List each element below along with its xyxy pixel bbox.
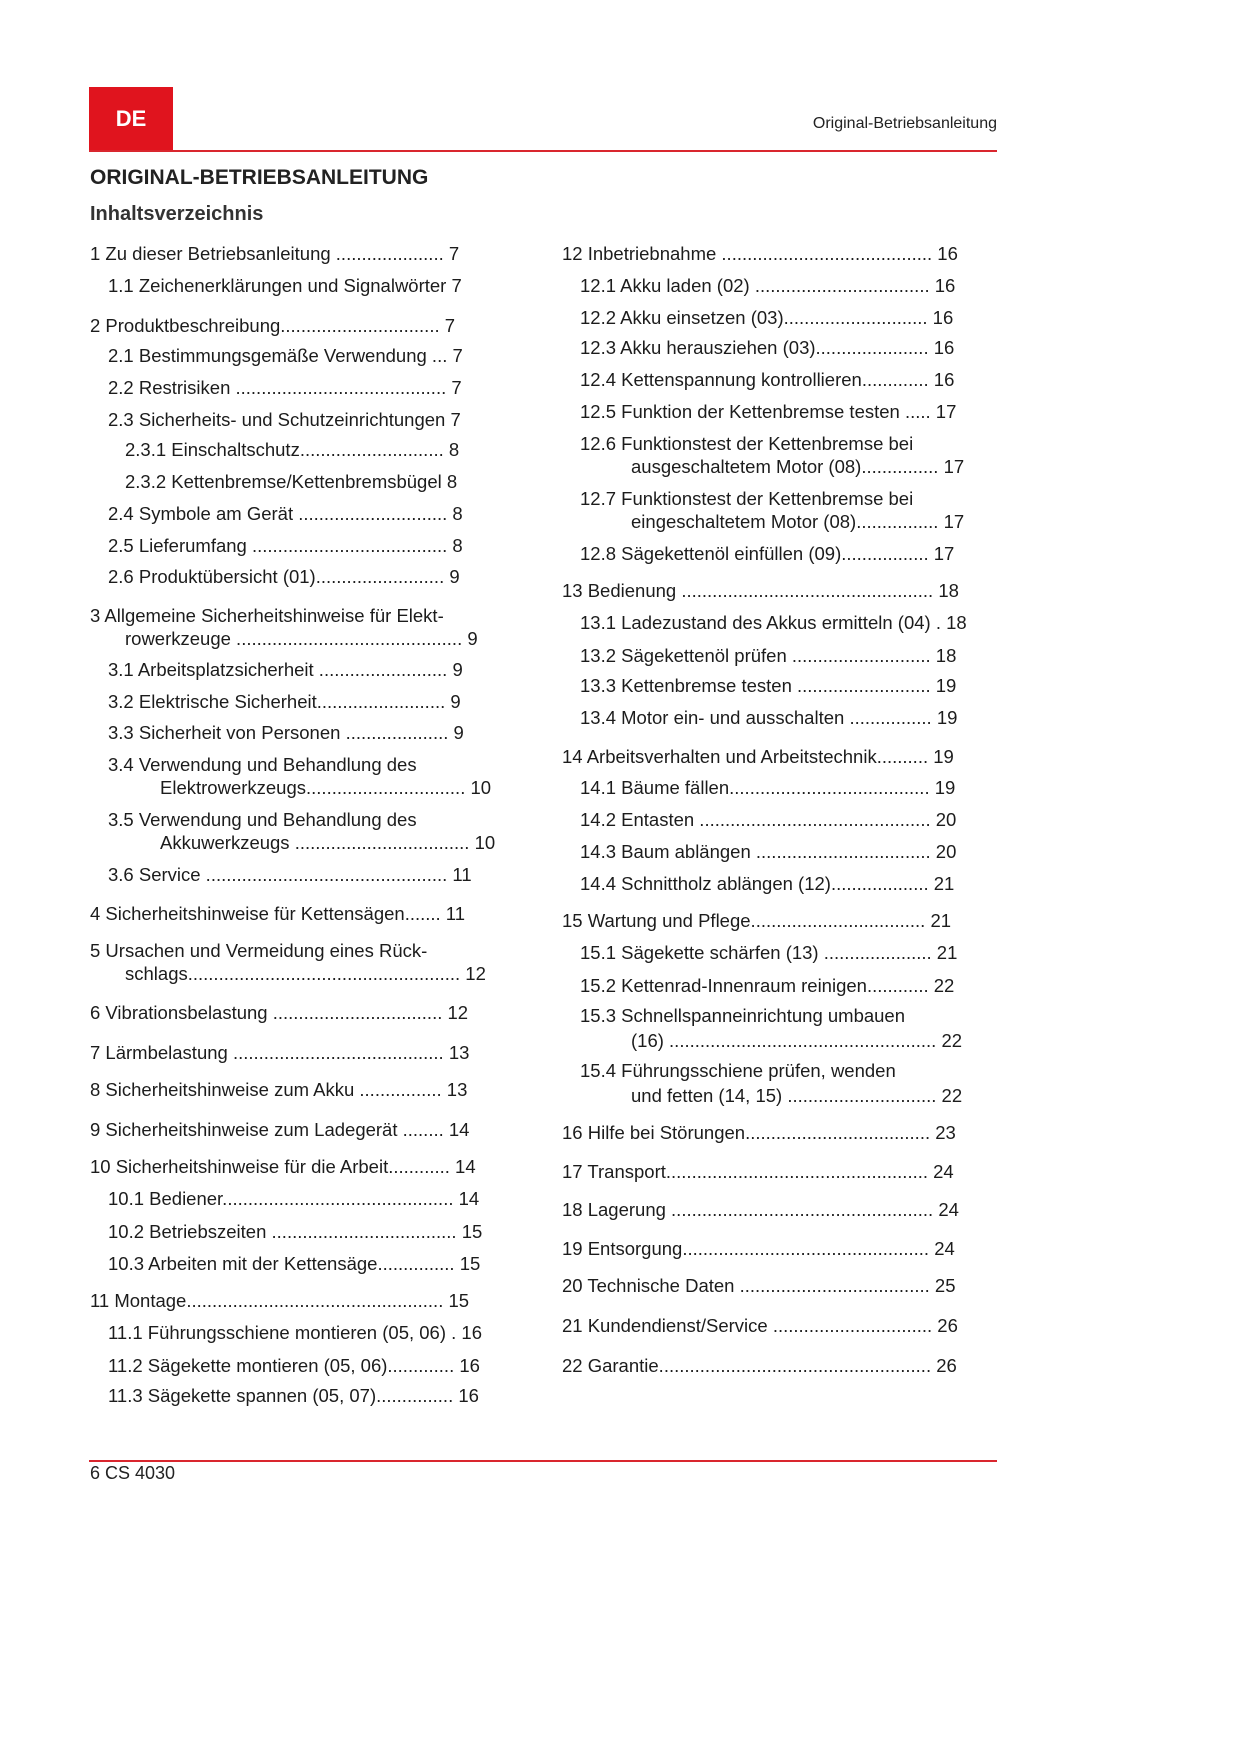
toc-entry[interactable]: 15.3 Schnellspanneinrichtung umbauen bbox=[580, 1005, 906, 1026]
toc-entry[interactable]: 14.2 Entasten ............................................. 20 bbox=[580, 809, 957, 830]
toc-entry-continuation[interactable]: Elektrowerkzeugs............................... 10 bbox=[160, 777, 492, 798]
toc-entry[interactable]: 13.2 Sägekettenöl prüfen ........................... 18 bbox=[580, 645, 957, 666]
toc-entry[interactable]: 12.8 Sägekettenöl einfüllen (09)................. 17 bbox=[580, 543, 955, 564]
toc-entry[interactable]: 14.4 Schnittholz ablängen (12)................... 21 bbox=[580, 873, 955, 894]
toc-entry[interactable]: 2.5 Lieferumfang ...................................... 8 bbox=[108, 535, 463, 556]
toc-entry[interactable]: 17 Transport................................................... 24 bbox=[562, 1161, 954, 1182]
toc-entry[interactable]: 13.4 Motor ein- und ausschalten ................ 19 bbox=[580, 707, 958, 728]
toc-entry[interactable]: 2.6 Produktübersicht (01)......................... 9 bbox=[108, 566, 460, 587]
toc-entry[interactable]: 19 Entsorgung................................................ 24 bbox=[562, 1238, 955, 1259]
header-rule bbox=[89, 150, 997, 152]
toc-entry-continuation[interactable]: eingeschaltetem Motor (08)................ 17 bbox=[631, 511, 965, 532]
toc-entry[interactable]: 15.4 Führungsschiene prüfen, wenden bbox=[580, 1060, 896, 1081]
toc-entry[interactable]: 14 Arbeitsverhalten und Arbeitstechnik.......... 19 bbox=[562, 746, 954, 767]
toc-entry[interactable]: 14.3 Baum ablängen .................................. 20 bbox=[580, 841, 957, 862]
toc-entry-continuation[interactable]: ausgeschaltetem Motor (08)............... 17 bbox=[631, 456, 965, 477]
toc-entry[interactable]: 21 Kundendienst/Service ............................... 26 bbox=[562, 1315, 958, 1336]
toc-entry[interactable]: 20 Technische Daten ..................................... 25 bbox=[562, 1275, 956, 1296]
page-footer: 6 CS 4030 bbox=[90, 1463, 176, 1483]
toc-entry[interactable]: 10.1 Bediener............................................. 14 bbox=[108, 1188, 480, 1209]
toc-entry[interactable]: 11.1 Führungsschiene montieren (05, 06) . 16 bbox=[108, 1322, 482, 1343]
toc-entry[interactable]: 14.1 Bäume fällen....................................... 19 bbox=[580, 777, 956, 798]
toc-entry[interactable]: 15 Wartung und Pflege.................................. 21 bbox=[562, 910, 952, 931]
toc-entry[interactable]: 12.2 Akku einsetzen (03)............................ 16 bbox=[580, 307, 954, 328]
toc-entry-continuation[interactable]: (16) .................................................... 22 bbox=[631, 1030, 963, 1051]
toc-entry[interactable]: 2.3.2 Kettenbremse/Kettenbremsbügel 8 bbox=[125, 471, 458, 492]
toc-entry[interactable]: 15.1 Sägekette schärfen (13) ..................... 21 bbox=[580, 942, 958, 963]
toc-entry[interactable]: 2.3 Sicherheits- und Schutzeinrichtungen 7 bbox=[108, 409, 461, 430]
toc-entry[interactable]: 12.1 Akku laden (02) .................................. 16 bbox=[580, 275, 956, 296]
toc-entry[interactable]: 2.4 Symbole am Gerät ............................. 8 bbox=[108, 503, 463, 524]
toc-entry-continuation[interactable]: schlags..................................................... 12 bbox=[125, 963, 486, 984]
toc-entry[interactable]: 3 Allgemeine Sicherheitshinweise für Elekt- bbox=[90, 605, 444, 626]
header-title: Original-Betriebsanleitung bbox=[812, 115, 997, 132]
toc-entry[interactable]: 18 Lagerung ................................................... 24 bbox=[562, 1199, 959, 1220]
toc-entry[interactable]: 13.1 Ladezustand des Akkus ermitteln (04) . 18 bbox=[580, 612, 967, 633]
toc-heading: Inhaltsverzeichnis bbox=[90, 203, 264, 225]
toc-entry[interactable]: 3.3 Sicherheit von Personen .................... 9 bbox=[108, 722, 464, 743]
toc-entry[interactable]: 12.6 Funktionstest der Kettenbremse bei bbox=[580, 433, 914, 454]
toc-entry[interactable]: 3.5 Verwendung und Behandlung des bbox=[108, 809, 417, 830]
toc-entry[interactable]: 12.5 Funktion der Kettenbremse testen ..... 17 bbox=[580, 401, 957, 422]
toc-entry[interactable]: 2 Produktbeschreibung............................... 7 bbox=[90, 315, 456, 336]
toc-entry[interactable]: 1 Zu dieser Betriebsanleitung ..................... 7 bbox=[90, 243, 460, 264]
toc-entry[interactable]: 4 Sicherheitshinweise für Kettensägen....... 11 bbox=[90, 903, 466, 924]
toc-entry[interactable]: 15.2 Kettenrad-Innenraum reinigen............ 22 bbox=[580, 975, 955, 996]
toc-entry-continuation[interactable]: und fetten (14, 15) ............................. 22 bbox=[631, 1085, 963, 1106]
toc-entry[interactable]: 2.1 Bestimmungsgemäße Verwendung ... 7 bbox=[108, 345, 463, 366]
toc-entry[interactable]: 5 Ursachen und Vermeidung eines Rück- bbox=[90, 940, 428, 961]
toc-entry[interactable]: 2.3.1 Einschaltschutz............................ 8 bbox=[125, 439, 460, 460]
toc-entry[interactable]: 11.2 Sägekette montieren (05, 06)............. 16 bbox=[108, 1355, 480, 1376]
toc-entry[interactable]: 10.2 Betriebszeiten .................................... 15 bbox=[108, 1221, 483, 1242]
toc-entry[interactable]: 10.3 Arbeiten mit der Kettensäge............... 15 bbox=[108, 1253, 481, 1274]
document-title: ORIGINAL-BETRIEBSANLEITUNG bbox=[90, 166, 429, 189]
toc-entry[interactable]: 8 Sicherheitshinweise zum Akku ................ 13 bbox=[90, 1079, 468, 1100]
toc-entry[interactable]: 10 Sicherheitshinweise für die Arbeit............ 14 bbox=[90, 1156, 476, 1177]
toc-entry[interactable]: 12.3 Akku herausziehen (03)...................... 16 bbox=[580, 337, 955, 358]
toc-entry-continuation[interactable]: rowerkzeuge ............................................ 9 bbox=[125, 628, 478, 649]
toc-entry[interactable]: 6 Vibrationsbelastung ................................. 12 bbox=[90, 1002, 469, 1023]
toc-entry[interactable]: 2.2 Restrisiken ......................................... 7 bbox=[108, 377, 462, 398]
toc-entry[interactable]: 11 Montage.................................................. 15 bbox=[90, 1290, 470, 1311]
toc-entry[interactable]: 12.4 Kettenspannung kontrollieren............. 16 bbox=[580, 369, 955, 390]
footer-rule bbox=[89, 1460, 997, 1462]
toc-entry[interactable]: 13.3 Kettenbremse testen .......................... 19 bbox=[580, 675, 957, 696]
toc-entry[interactable]: 1.1 Zeichenerklärungen und Signalwörter 7 bbox=[108, 275, 462, 296]
toc-entry[interactable]: 3.4 Verwendung und Behandlung des bbox=[108, 754, 417, 775]
toc-entry[interactable]: 12.7 Funktionstest der Kettenbremse bei bbox=[580, 488, 914, 509]
toc-entry[interactable]: 11.3 Sägekette spannen (05, 07)............... 16 bbox=[108, 1385, 479, 1406]
toc-entry[interactable]: 13 Bedienung ................................................. 18 bbox=[562, 580, 959, 601]
toc-entry[interactable]: 16 Hilfe bei Störungen.................................... 23 bbox=[562, 1122, 956, 1143]
language-badge: DE bbox=[89, 87, 173, 150]
toc-entry[interactable]: 3.6 Service ............................................... 11 bbox=[108, 864, 472, 885]
toc-entry[interactable]: 22 Garantie..................................................... 26 bbox=[562, 1355, 957, 1376]
toc-entry[interactable]: 3.2 Elektrische Sicherheit......................... 9 bbox=[108, 691, 461, 712]
toc-entry-continuation[interactable]: Akkuwerkzeugs .................................. 10 bbox=[160, 832, 496, 853]
toc-entry[interactable]: 12 Inbetriebnahme ......................................... 16 bbox=[562, 243, 958, 264]
toc-entry[interactable]: 3.1 Arbeitsplatzsicherheit ......................... 9 bbox=[108, 659, 463, 680]
toc-entry[interactable]: 9 Sicherheitshinweise zum Ladegerät ........ 14 bbox=[90, 1119, 470, 1140]
toc-entry[interactable]: 7 Lärmbelastung ......................................... 13 bbox=[90, 1042, 470, 1063]
